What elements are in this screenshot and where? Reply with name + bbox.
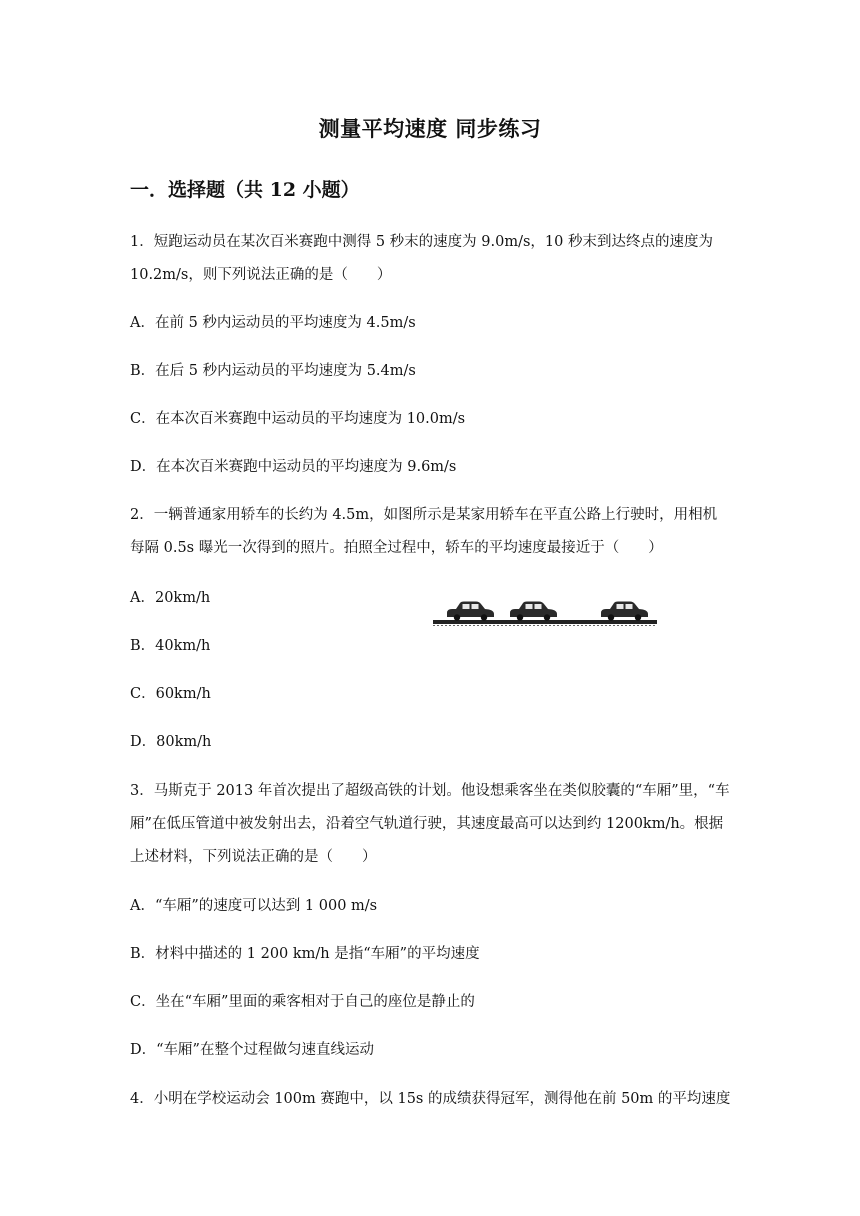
question-3-stem-line-2: 厢”在低压管道中被发射出去，沿着空气轨道行驶，其速度最高可以达到约 1200km/h。根据 [130, 816, 724, 832]
page-title: 测量平均速度 同步练习 [318, 116, 542, 141]
question-3-option-b: B．材料中描述的 1 200 km/h 是指“车厢”的平均速度 [130, 946, 480, 962]
question-2-option-d: D．80km/h [130, 734, 212, 750]
question-2-option-c: C．60km/h [130, 686, 211, 702]
question-2-option-a: A．20km/h [130, 590, 211, 606]
question-2-stem-line-1: 2．一辆普通家用轿车的长约为 4.5m，如图所示是某家用轿车在平直公路上行驶时，用相机 [130, 507, 718, 523]
question-3-option-c: C．坐在“车厢”里面的乘客相对于自己的座位是静止的 [130, 994, 475, 1010]
question-1-option-d: D．在本次百米赛跑中运动员的平均速度为 9.6m/s [130, 459, 457, 475]
question-2-option-b: B．40km/h [130, 638, 211, 654]
road-surface [433, 620, 657, 626]
car-exposure-figure [433, 598, 657, 628]
question-3-option-a: A．“车厢”的速度可以达到 1 000 m/s [130, 898, 378, 914]
car-image-1 [447, 602, 494, 621]
question-2-stem-line-2: 每隔 0.5s 曝光一次得到的照片。拍照全过程中，轿车的平均速度最接近于（ ） [130, 540, 663, 556]
question-3-stem-line-3: 上述材料，下列说法正确的是（ ） [130, 849, 377, 865]
question-3-stem-line-1: 3．马斯克于 2013 年首次提出了超级高铁的计划。他设想乘客坐在类似胶囊的“车厢”里，“车 [130, 783, 730, 799]
car-image-3 [601, 602, 648, 621]
question-1-option-b: B．在后 5 秒内运动员的平均速度为 5.4m/s [130, 363, 416, 379]
section-heading: 一．选择题（共 12 小题） [130, 179, 360, 201]
question-1-stem-line-2: 10.2m/s，则下列说法正确的是（ ） [130, 267, 392, 283]
question-1-option-c: C．在本次百米赛跑中运动员的平均速度为 10.0m/s [130, 411, 466, 427]
question-4-stem-line-1: 4．小明在学校运动会 100m 赛跑中，以 15s 的成绩获得冠军，测得他在前 50m 的平均速度 [130, 1091, 731, 1107]
question-1-stem-line-1: 1．短跑运动员在某次百米赛跑中测得 5 秒末的速度为 9.0m/s，10 秒末到达终点的速度为 [130, 234, 713, 250]
question-3-option-d: D．“车厢”在整个过程做匀速直线运动 [130, 1042, 374, 1058]
question-1-option-a: A．在前 5 秒内运动员的平均速度为 4.5m/s [130, 315, 416, 331]
car-image-2 [510, 602, 557, 621]
